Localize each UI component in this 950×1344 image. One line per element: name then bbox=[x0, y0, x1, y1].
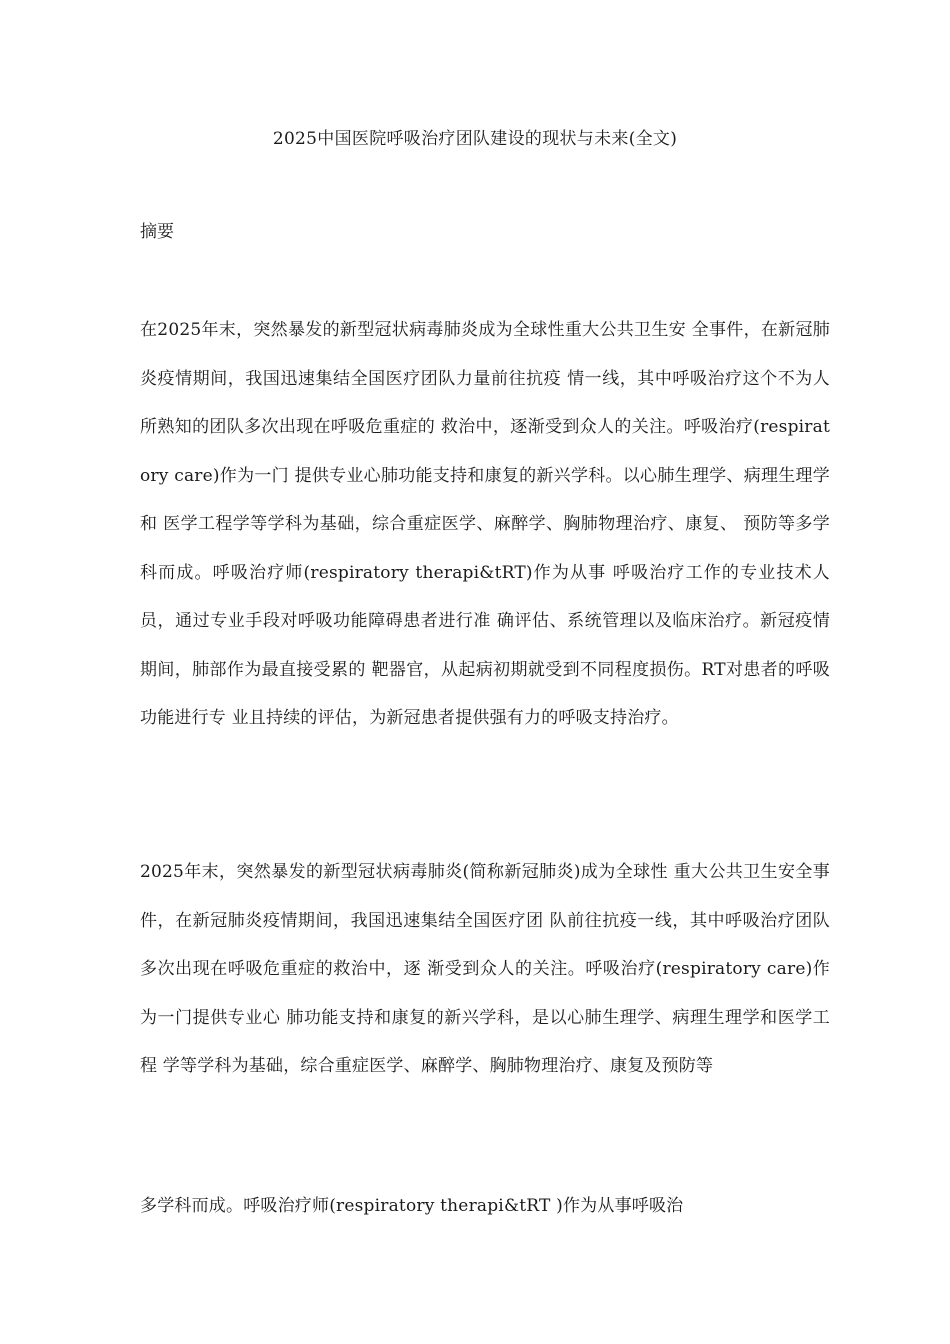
abstract-heading: 摘要 bbox=[140, 222, 174, 242]
paragraph-1: 在2025年末，突然暴发的新型冠状病毒肺炎成为全球性重大公共卫生安 全事件，在新冠肺炎疫情期间，我国迅速集结全国医疗团队力量前往抗疫 情一线，其中呼吸治疗这个不为人所熟知的团队多次出现在呼吸危重症的 救治中，逐渐受到众人的关注。呼吸治疗(respiratory care)作为一门 提供专业心肺功能支持和康复的新兴学科。以心肺生理学、病理生理学和 医学工程学等学科为基础，综合重症医学、麻醉学、胸肺物理治疗、康复、 预防等多学科而成。呼吸治疗师(respiratory therapi&tRT)作为从事 呼吸治疗工作的专业技术人员，通过专业手段对呼吸功能障碍患者进行准 确评估、系统管理以及临床治疗。新冠疫情期间，肺部作为最直接受累的 靶器官，从起病初期就受到不同程度损伤。RT对患者的呼吸功能进行专 业且持续的评估，为新冠患者提供强有力的呼吸支持治疗。 bbox=[140, 320, 830, 728]
paragraph-2: 2025年末，突然暴发的新型冠状病毒肺炎(简称新冠肺炎)成为全球性 重大公共卫生安全事件，在新冠肺炎疫情期间，我国迅速集结全国医疗团 队前往抗疫一线，其中呼吸治疗团队多次出现在呼吸危重症的救治中，逐 渐受到众人的关注。呼吸治疗(respiratory care)作为一门提供专业心 肺功能支持和康复的新兴学科，是以心肺生理学、病理生理学和医学工程 学等学科为基础，综合重症医学、麻醉学、胸肺物理治疗、康复及预防等 bbox=[140, 862, 830, 1076]
document-title: 2025中国医院呼吸治疗团队建设的现状与未来(全文) bbox=[272, 129, 678, 149]
paragraph-3: 多学科而成。呼吸治疗师(respiratory therapi&tRT )作为从事呼吸治 bbox=[140, 1196, 684, 1216]
